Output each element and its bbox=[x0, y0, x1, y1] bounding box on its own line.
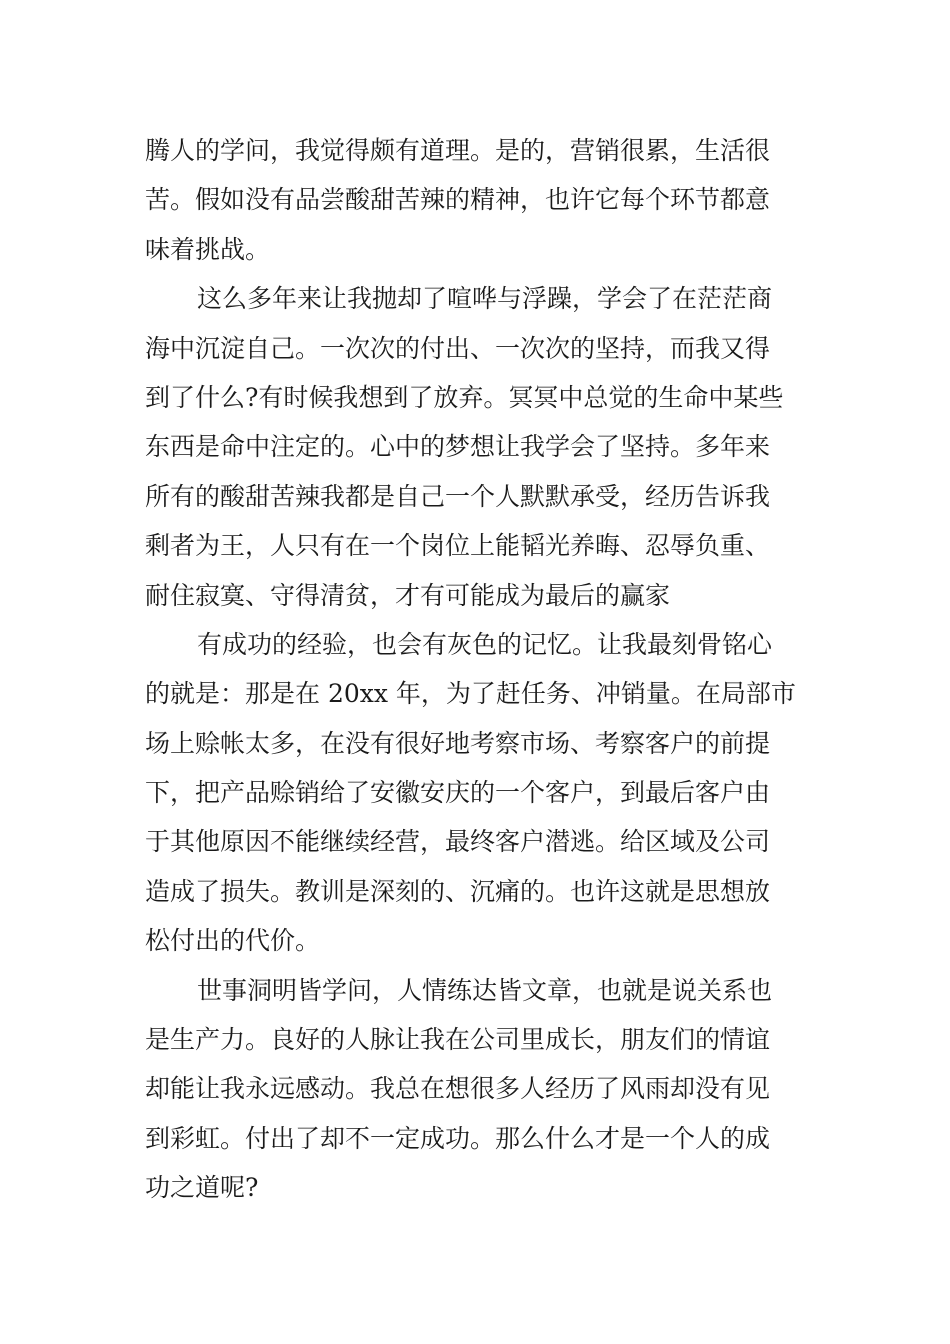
text-line-first: 这么多年来让我抛却了喧哗与浮躁，学会了在茫茫商 bbox=[197, 284, 773, 314]
text-line: 造成了损失。教训是深刻的、沉痛的。也许这就是思想放 bbox=[145, 876, 771, 906]
text-line: 松付出的代价。 bbox=[145, 926, 321, 956]
text-line: 到了什么?有时候我想到了放弃。冥冥中总觉的生命中某些 bbox=[145, 382, 784, 412]
paragraph-4 bbox=[145, 966, 810, 1213]
text-line: 功之道呢? bbox=[145, 1173, 259, 1203]
document-body bbox=[145, 126, 810, 1213]
text-line-first: 有成功的经验，也会有灰色的记忆。让我最刻骨铭心 bbox=[197, 629, 773, 659]
text-line: 的就是：那是在 20xx 年，为了赶任务、冲销量。在局部市 bbox=[145, 679, 796, 709]
text-line: 海中沉淀自己。一次次的付出、一次次的坚持，而我又得 bbox=[145, 333, 771, 363]
text-line: 是生产力。良好的人脉让我在公司里成长，朋友们的情谊 bbox=[145, 1025, 771, 1055]
text-line: 于其他原因不能继续经营，最终客户潜逃。给区域及公司 bbox=[145, 827, 771, 857]
text-line: 所有的酸甜苦辣我都是自己一个人默默承受，经历告诉我 bbox=[145, 481, 771, 511]
text-line: 下，把产品赊销给了安徽安庆的一个客户，到最后客户由 bbox=[145, 778, 771, 808]
text-line: 到彩虹。付出了却不一定成功。那么什么才是一个人的成 bbox=[145, 1123, 771, 1153]
text-line: 东西是命中注定的。心中的梦想让我学会了坚持。多年来 bbox=[145, 432, 771, 462]
text-line: 苦。假如没有品尝酸甜苦辣的精神，也许它每个环节都意 bbox=[145, 185, 771, 215]
text-line: 却能让我永远感动。我总在想很多人经历了风雨却没有见 bbox=[145, 1074, 771, 1104]
text-line-first: 世事洞明皆学问，人情练达皆文章，也就是说关系也 bbox=[197, 975, 773, 1005]
paragraph-3 bbox=[145, 620, 810, 966]
text-line: 剩者为王，人只有在一个岗位上能韬光养晦、忍辱负重、 bbox=[145, 531, 771, 561]
text-line: 腾人的学问，我觉得颇有道理。是的，营销很累，生活很 bbox=[145, 136, 771, 165]
text-line: 耐住寂寞、守得清贫，才有可能成为最后的赢家 bbox=[145, 580, 671, 610]
paragraph-1 bbox=[145, 126, 810, 274]
text-line: 味着挑战。 bbox=[145, 234, 271, 264]
paragraph-2 bbox=[145, 274, 810, 620]
text-line: 场上赊帐太多，在没有很好地考察市场、考察客户的前提 bbox=[145, 728, 771, 758]
